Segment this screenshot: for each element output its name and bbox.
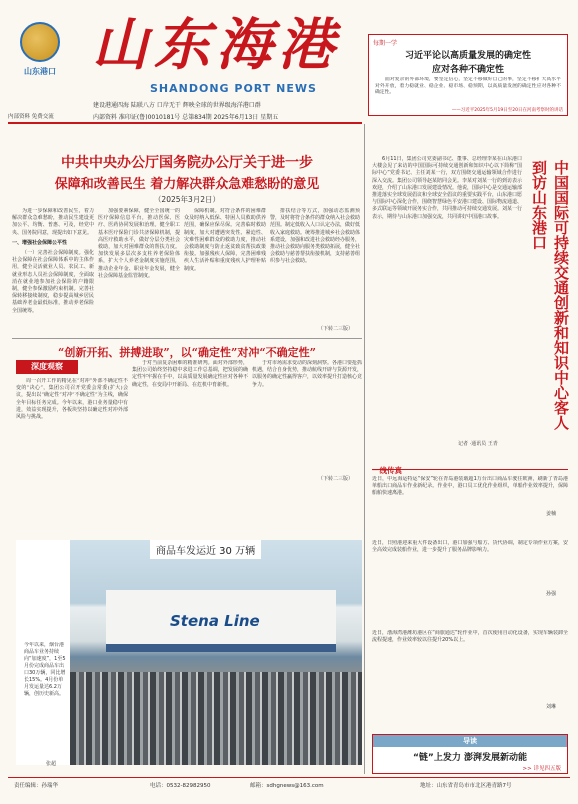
lead-col-1 bbox=[12, 208, 94, 334]
quote-source: ——习近平2025年5月19日至20日在河南考察时的讲话 bbox=[451, 108, 563, 113]
frontline-item-2-credit: 孙强 bbox=[546, 591, 557, 597]
logo bbox=[14, 22, 66, 82]
masthead-publisher: 内部资料 准印证(鲁)0010181号 总第834期 2025年6月13日 星期五 bbox=[93, 114, 279, 121]
frontline-item-1-credit: 姜楠 bbox=[546, 511, 557, 517]
footer-phone: 电话：0532-82982950 bbox=[150, 783, 211, 789]
photo-side-text: 今年以来，烟台港商品车业务持续向“加速度”，1至5月份完成商品车出口30万辆，同比增长15%。4月份单月发运量达6.2万辆，创历史新高。 bbox=[24, 642, 66, 697]
frontline-item-3: 近日，渤海湾港潍坊港区在“商旅通达”轮作业中，首次使用自动化设备，实现车辆装卸全流程提速，作业效率较以往提升20%以上。 bbox=[372, 630, 568, 644]
lead-continued: （下转二三版） bbox=[318, 326, 354, 332]
guide-ref[interactable]: >> 详见四五版 bbox=[522, 766, 561, 772]
photo-caption: 商品车发运近 30 万辆 bbox=[150, 540, 261, 559]
lead-date-note: （2025年3月2日） bbox=[153, 195, 221, 204]
footer-email: 邮箱：sdhgnews@163.com bbox=[250, 783, 324, 789]
quote-body: 面对复杂的外部环境，要坚定信心，坚定不移做好自己的事，坚定不移扩大高水平对外开放，着力稳就业、稳企业、稳市场、稳预期，以高质量发展的确定性应对各种不确定性。 bbox=[375, 77, 561, 96]
deep-col3-text: 于对市场需求变动的深刻洞察。各港口要抢抓机遇，结合自身优势，推动航线开辟与货源开发，以服务的确定性赢得客户，以效率提升打造核心竞争力。 bbox=[252, 360, 362, 388]
ship-brand: Stena Line bbox=[170, 612, 260, 630]
lead-section-1: 一、增强社会保障公平性 bbox=[12, 239, 68, 246]
frontline-item-1: 近日，中远海运特运“保安”轮在青岛港装载超1万台出口商品车驶往欧洲，刷新了青岛港单船出口商品车作业新纪录。作业中，港口员工优化作业组织，单船作业效率提升，保障船舶快速离港。 bbox=[372, 476, 568, 497]
footer-rule bbox=[8, 777, 570, 778]
footer-editor: 责任编辑：孙瑞华 bbox=[14, 783, 59, 789]
logo-icon bbox=[20, 22, 60, 62]
frontline-item-3-credit: 刘琳 bbox=[546, 704, 557, 710]
masthead-title-en: SHANDONG PORT NEWS bbox=[150, 82, 317, 95]
frontline-item-2: 近日，日照港迎来重大件设备出口，港口加强与船方、货代协调，制定专项作业方案，安全高效完成装船作业，进一步提升了服务品牌影响力。 bbox=[372, 540, 568, 554]
deep-col-2 bbox=[132, 360, 248, 482]
deep-col-3 bbox=[252, 360, 362, 474]
quote-title-1: 习近平论以高质量发展的确定性 bbox=[404, 51, 531, 61]
deep-col1-text: 周一召开工作的精见在“对冲”外部不确定性不变的“决心”，集团公司召开党委会常委(扩大)会议，提出以“确定性”对冲“不确定性”为主线，确保全年目标任务完成。今年以来，港口业务量稳中有进，效益实现提升，各板块坚持以确定性对冲外部风险与挑战。 bbox=[16, 378, 128, 421]
guide-label: 导读 bbox=[373, 735, 567, 747]
deep-continued: （下转二三版） bbox=[318, 476, 354, 482]
lead-col2-text: 加强要素保障，健全全国统一的医疗保障信息平台，推动医保、医疗、医药协同发展和治理。健全职工基本医疗保险门诊共济保障机制，提高医疗救助水平，做好分层分类社会救助，加大对困难群众的帮扶力度。加快发展多层次多支柱养老保险体系，扩大个人养老金制度实施范围，推动企业年金、职业年金发展，健全社会保障基金监管制度。 bbox=[98, 208, 180, 279]
lead-col4-text: 排扶结合等方式，加强动态监测预警，及时将符合条件的群众纳入社会救助范围。制定低收入人口认定办法，做好低收入家庭救助。统筹推进城乡社会救助体系建设，加强和改进社会救助经办服务，推动社会救助向服务类救助拓展，健全社会救助与慈善帮扶衔接机制，支持慈善组织参与社会救助。 bbox=[270, 208, 360, 265]
divider bbox=[12, 338, 362, 339]
frontline-label: 一线传真 bbox=[372, 466, 402, 475]
quote-kicker: 每期一学 bbox=[373, 40, 398, 47]
deep-col-1 bbox=[16, 378, 128, 482]
lead-col-4 bbox=[270, 208, 360, 328]
column-divider bbox=[364, 124, 365, 774]
logo-text: 山东港口 bbox=[24, 67, 56, 76]
footer-address: 地址：山东省青岛市市北区港青路7号 bbox=[420, 783, 512, 789]
right-article-body: 6月11日，集团公司党委副书记、董事、总经理李某在山东港口大楼会见了来访的中国国际可持续交通创新和知识中心以下简称“国际中心”党委书记、主任刘某一行，双方围绕交通运输领域合作进行深入交流。集团公司领导赵某陪同会见。李某对刘某一行的到访表示欢迎，介绍了山东港口发展建设情况。他说，国际中心是交通运输部推进落实全球发展倡议和全球安全倡议的重要实践平台，山东港口愿与国际中心深化合作，围绕智慧绿色平安港口建设、国际物流通道、多式联运等领域开展务实合作，共同推动可持续交通发展。刘某一行表示，期待与山东港口加强交流，共同讲好中国港口故事。 bbox=[372, 156, 522, 220]
photo-credit: 张超 bbox=[46, 761, 57, 767]
right-reporter: 记者 ·通讯员 王青 bbox=[458, 441, 498, 447]
masthead-title: 山东海港 bbox=[92, 12, 340, 78]
deep-col2-text: 于对当前复杂困难的精准研判。面对外部形势，集团公司始终坚持稳中求进工作总基调，把发展的确定性牢牢握在手中，以高质量发展确定性应对各种不确定性，在变局中开新局、在危机中育新机。 bbox=[132, 360, 248, 388]
lead-headline-2: 保障和改善民生 着力解决群众急难愁盼的意见 bbox=[54, 177, 320, 192]
masthead-sponsor: 内部资料 免费交流 bbox=[8, 114, 54, 120]
lead-col-3 bbox=[184, 208, 266, 334]
lead-col-2 bbox=[98, 208, 180, 334]
deep-observation-label bbox=[16, 360, 78, 374]
deep-observation-label-text: 深度观察 bbox=[31, 362, 63, 371]
masthead-rule bbox=[8, 122, 362, 124]
sub-headline: “创新开拓、拼搏进取”，以“确定性”对冲“不确定性” bbox=[58, 346, 316, 359]
guide-text: “链”上发力 澎湃发展新动能 bbox=[413, 753, 527, 763]
guide-box bbox=[372, 734, 568, 774]
lead-headline-1: 中共中央办公厅国务院办公厅关于进一步 bbox=[61, 155, 313, 171]
masthead-slogan: 建设港通四海 陆联八方 口岸无干 辉映全球的世界级海洋港口群 bbox=[93, 102, 261, 109]
right-vertical-headline: 中国国际可持续交通创新和知识中心客人到访山东港口 bbox=[530, 160, 570, 430]
lead-col1-intro: 为进一步保障和改善民生，着力解决群众急难愁盼，推动民生建设更加公平、均衡、普惠、可及，经党中央、国务院同意，现提出如下意见。 bbox=[12, 208, 94, 236]
quote-title-2: 应对各种不确定性 bbox=[431, 65, 504, 75]
lead-col1-body: （一）完善社会保障制度。强化社会保障在社会保障体系中的主体作用，健全灵活就业人员、农民工、新就业形态人员社会保障制度，全面取消在就业地参加社会保险的户籍限制，健全参保激励约束机制。完善社保转移接续制度，稳步提高城乡居民基础养老金最低标准，推动养老保险全国统筹。 bbox=[12, 250, 94, 314]
photo-commodity-cars bbox=[70, 540, 362, 765]
guide-ref-text: 详见四五版 bbox=[533, 766, 561, 772]
frontline-section bbox=[372, 458, 568, 475]
lead-col3-text: 保障机制。对符合条件的困难群众及时纳入低保、特困人员救助供养范围，确保应保尽保。完善临时救助制度，加大对遭遇突发性、紧迫性、灾难性困难群众的救助力度，推动社会救助制度与防止返贫致贫帮扶政策衔接。加强残疾人保障，完善困难残疾人生活补贴和重度残疾人护理补贴制度。 bbox=[184, 208, 266, 272]
car-rows bbox=[70, 672, 362, 765]
quote-box bbox=[368, 34, 568, 116]
